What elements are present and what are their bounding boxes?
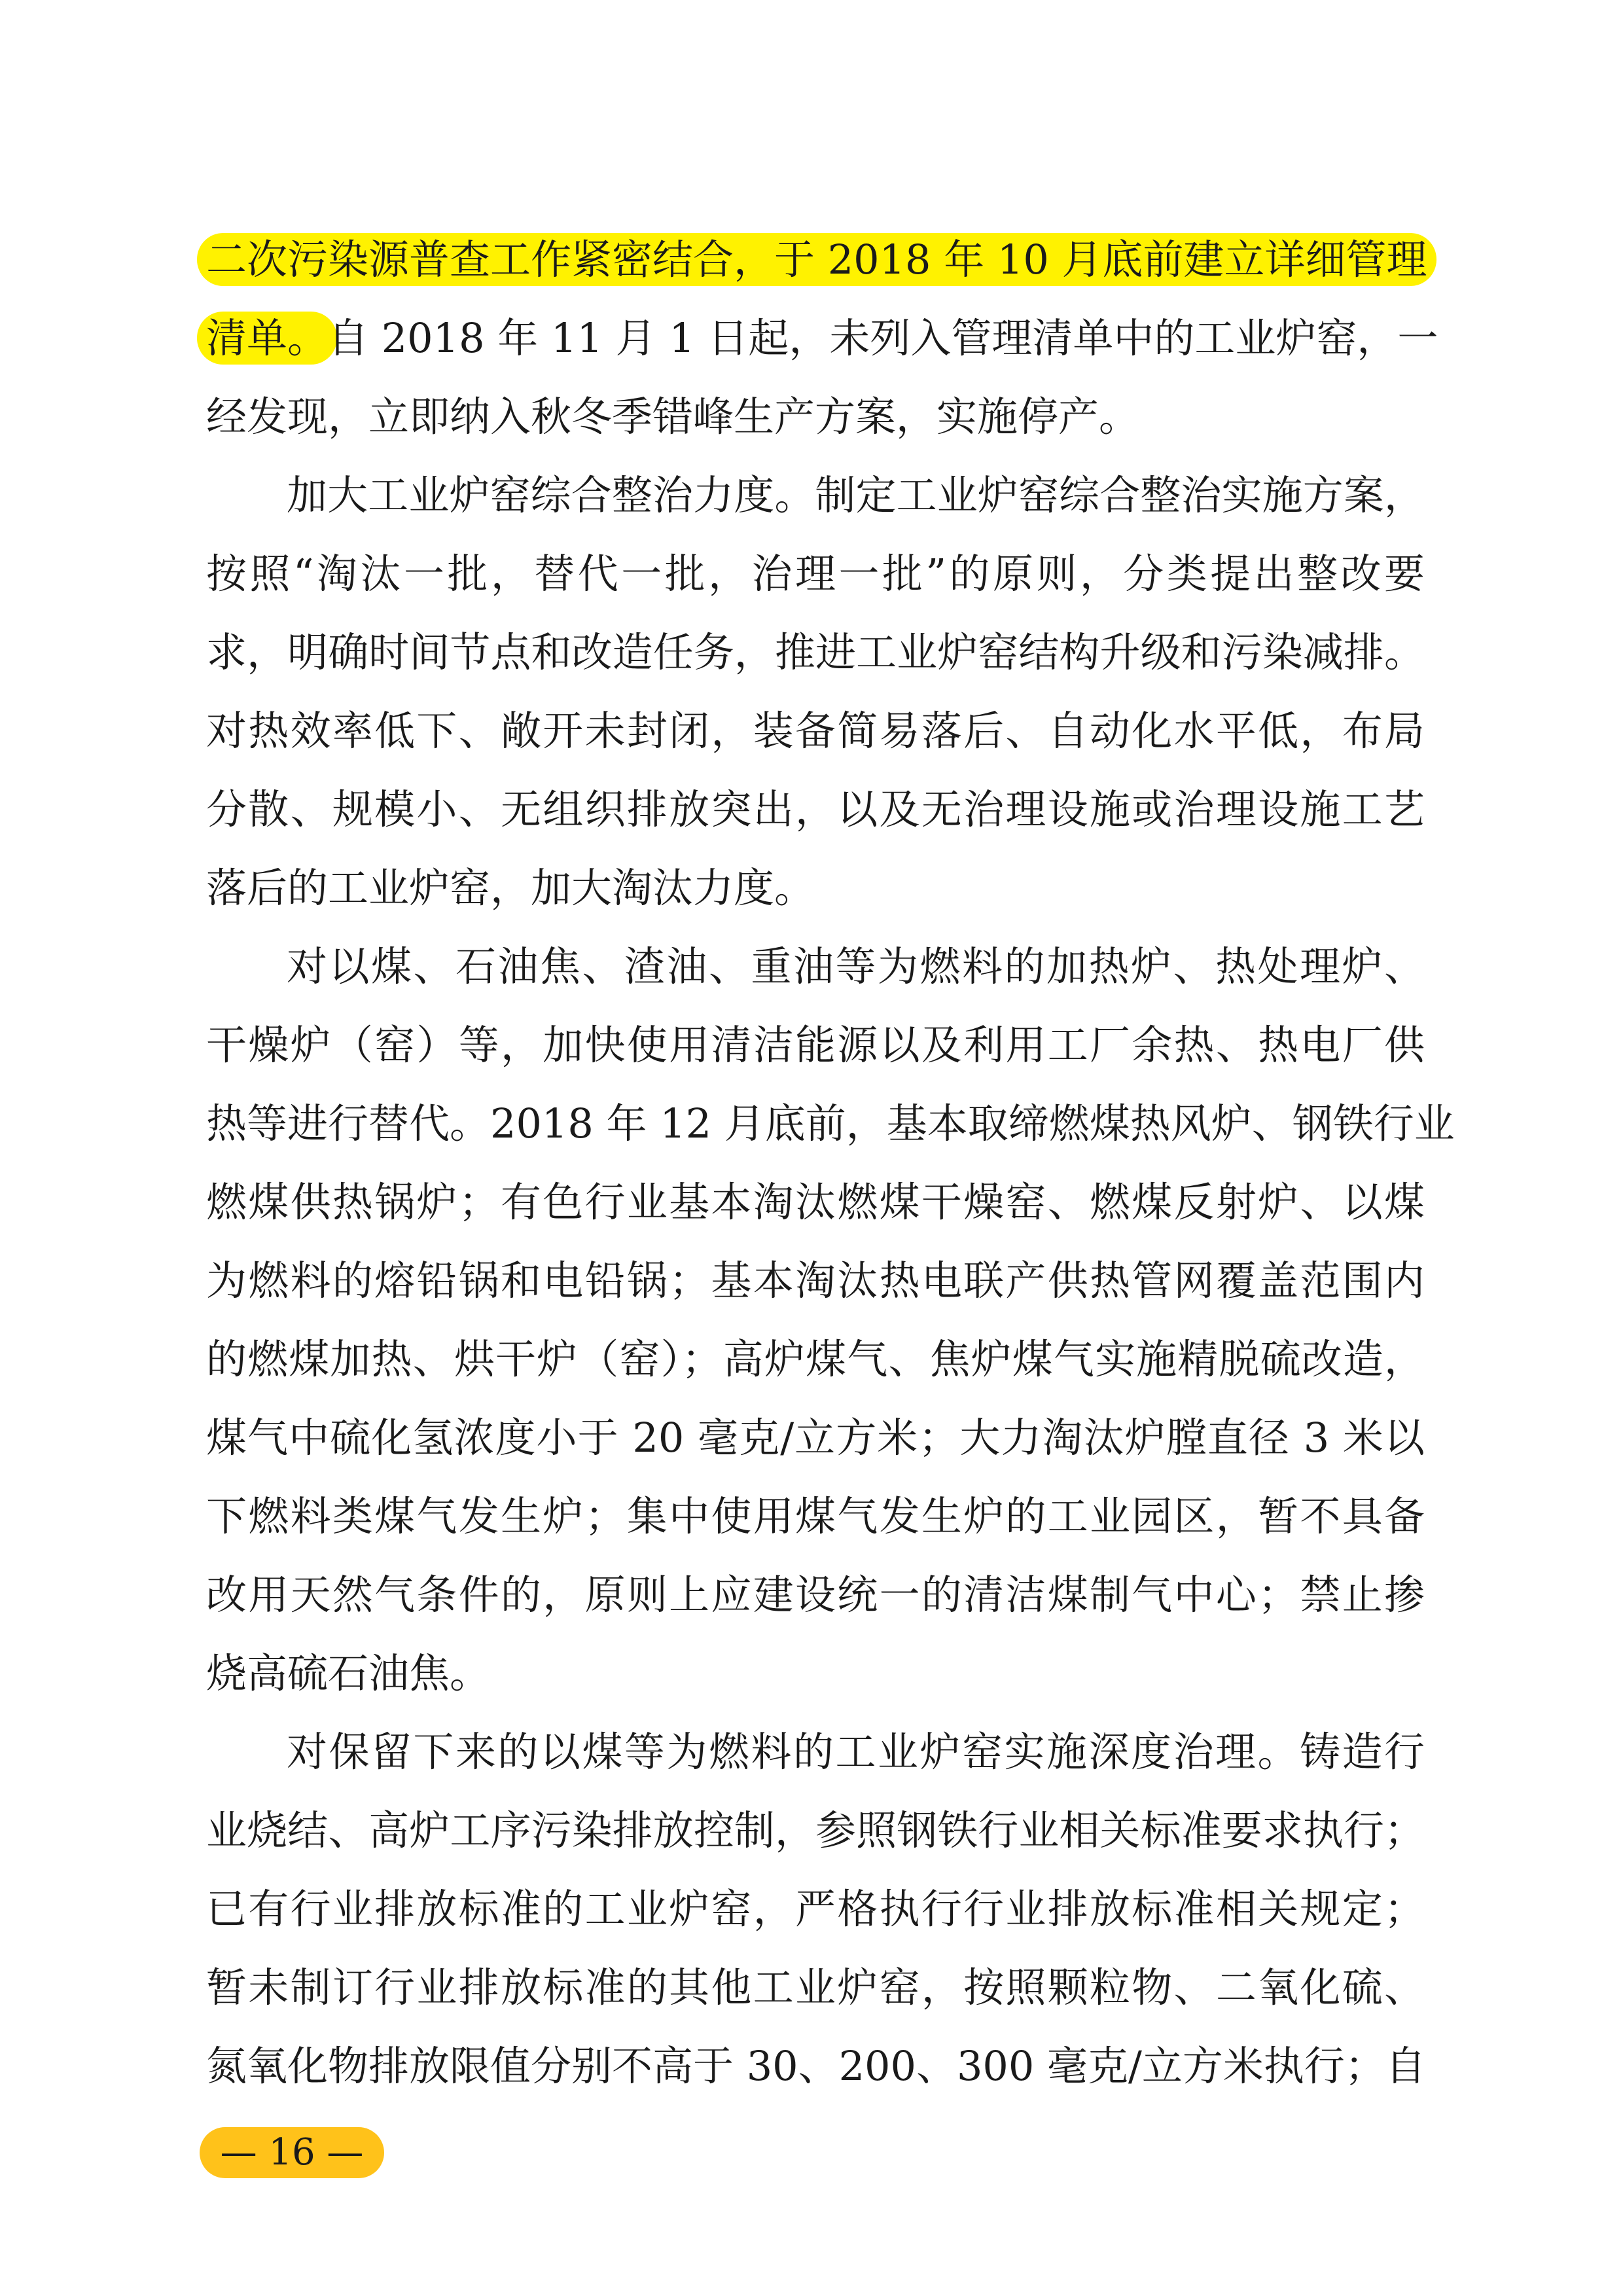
line-text: 经发现，立即纳入秋冬季错峰生产方案，实施停产。 [206, 393, 1140, 440]
text-line-1 [206, 221, 1425, 299]
line-text: 加大工业炉窑综合整治力度。制定工业炉窑综合整治实施方案， [287, 471, 1425, 519]
text-line-9 [206, 849, 1425, 927]
line-text: 业烧结、高炉工序污染排放控制，参照钢铁行业相关标准要求执行； [206, 1806, 1425, 1854]
text-line-11 [206, 1006, 1425, 1085]
text-line-8 [206, 770, 1425, 849]
page-number: — 16 — [200, 2127, 384, 2178]
highlighted-text: 二次污染源普查工作紧密结合，于 2018 年 10 月底前建立详细管理 [197, 233, 1436, 286]
paragraph-start-line [287, 927, 1425, 1006]
paragraph-start-line [287, 456, 1425, 535]
text-line-21 [206, 1791, 1425, 1870]
line-text: 氮氧化物排放限值分别不高于 30、200、300 毫克/立方米执行；自 [206, 2042, 1426, 2090]
line-text: 热等进行替代。2018 年 12 月底前，基本取缔燃煤热风炉、钢铁行业 [206, 1100, 1455, 1147]
text-line-22 [206, 1870, 1425, 1948]
text-line-5 [206, 535, 1425, 613]
text-line-24 [206, 2027, 1425, 2106]
line-text: 求，明确时间节点和改造任务，推进工业炉窑结构升级和污染减排。 [206, 628, 1425, 676]
text-line-3 [206, 378, 1425, 456]
text-line-6 [206, 613, 1425, 692]
line-text: 按照“淘汰一批，替代一批，治理一批”的原则，分类提出整改要 [206, 550, 1425, 598]
line-text: 的燃煤加热、烘干炉（窑）；高炉煤气、焦炉煤气实施精脱硫改造， [206, 1335, 1425, 1383]
line-text: 燃煤供热锅炉；有色行业基本淘汰燃煤干燥窑、燃煤反射炉、以煤 [206, 1178, 1425, 1226]
text-line-12 [206, 1085, 1455, 1163]
paragraph-start-line [287, 1713, 1425, 1791]
highlighted-text: 清单。 [197, 312, 337, 365]
text-line-16 [206, 1399, 1425, 1477]
line-text: 对以煤、石油焦、渣油、重油等为燃料的加热炉、热处理炉、 [287, 942, 1425, 990]
text-line-18 [206, 1556, 1425, 1634]
text-line-19 [206, 1634, 1425, 1713]
line-text: 已有行业排放标准的工业炉窑，严格执行行业排放标准相关规定； [206, 1885, 1425, 1933]
line-text: 落后的工业炉窑，加大淘汰力度。 [206, 864, 815, 912]
text-line-23 [206, 1948, 1425, 2027]
line-text: 分散、规模小、无组织排放突出，以及无治理设施或治理设施工艺 [206, 785, 1425, 833]
line-text: 暂未制订行业排放标准的其他工业炉窑，按照颗粒物、二氧化硫、 [206, 1964, 1425, 2011]
text-line-13 [206, 1163, 1425, 1242]
line-text: 自 2018 年 11 月 1 日起，未列入管理清单中的工业炉窑，一 [328, 314, 1438, 362]
text-line-15 [206, 1320, 1425, 1399]
line-text: 干燥炉（窑）等，加快使用清洁能源以及利用工厂余热、热电厂供 [206, 1021, 1425, 1069]
line-text: 下燃料类煤气发生炉；集中使用煤气发生炉的工业园区，暂不具备 [206, 1492, 1425, 1540]
line-text: 改用天然气条件的，原则上应建设统一的清洁煤制气中心；禁止掺 [206, 1571, 1425, 1619]
text-line-14 [206, 1242, 1425, 1320]
line-text: 为燃料的熔铅锅和电铅锅；基本淘汰热电联产供热管网覆盖范围内 [206, 1257, 1425, 1304]
line-text: 对保留下来的以煤等为燃料的工业炉窑实施深度治理。铸造行 [287, 1728, 1425, 1776]
text-line-2 [206, 299, 1438, 378]
text-line-7 [206, 692, 1425, 770]
text-line-17 [206, 1477, 1425, 1556]
line-text: 对热效率低下、敞开未封闭，装备简易落后、自动化水平低，布局 [206, 707, 1425, 755]
line-text: 煤气中硫化氢浓度小于 20 毫克/立方米；大力淘汰炉膛直径 3 米以 [206, 1414, 1425, 1462]
line-text: 烧高硫石油焦。 [206, 1649, 491, 1697]
